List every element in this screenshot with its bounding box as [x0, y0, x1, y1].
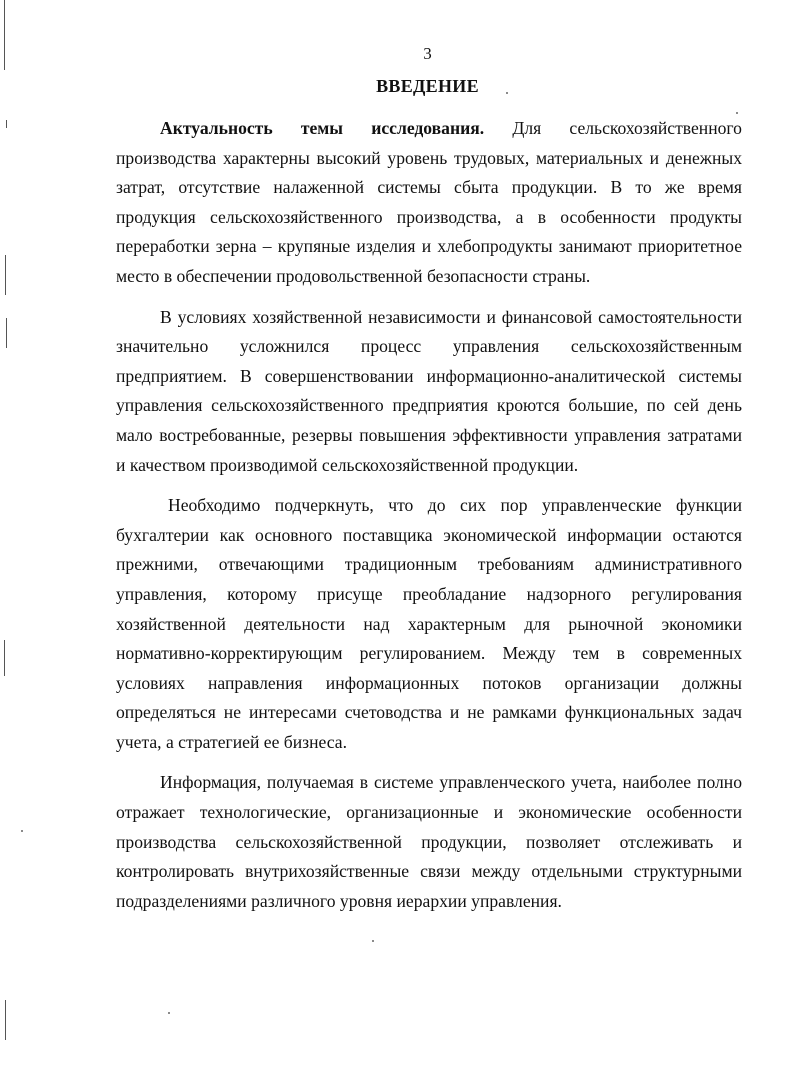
scan-speck — [168, 1012, 170, 1014]
page-number: 3 — [423, 44, 432, 63]
section-heading: ВВЕДЕНИЕ — [376, 76, 479, 96]
scan-speck — [21, 830, 23, 832]
paragraph-relevance — [116, 114, 742, 292]
paragraph-text: Для сельскохозяйственного производства характерны высокий уровень трудовых, материальных и денежных затрат, отсутствие налаженной системы сбыта продукции. В то же время продукция сельскохозяйственного производства, а в особенности продукты переработки зерна – крупяные изделия и хлебопродукты занимают приоритетное место в обеспечении продовольственной безопасности страны. — [116, 118, 742, 286]
scan-speck — [372, 940, 374, 942]
paragraph-management-accounting: Информация, получаемая в системе управленческого учета, наиболее полно отражает технологические, организационные и экономические особенности производства сельскохозяйственной продукции, позволяет отслеживать и контролировать внутрихозяйственные связи между отдельными структурными подразделениями различного уровня иерархии управления. — [116, 772, 742, 911]
scan-edge-artifact — [0, 0, 10, 1092]
body-text — [116, 114, 742, 927]
paragraph-accounting-functions: Необходимо подчеркнуть, что до сих пор управленческие функции бухгалтерии как основного поставщика экономической информации остаются прежними, отвечающими традиционным требованиям административного управления, которому присуще преобладание надзорного регулирования хозяйственной деятельности над характерным для рыночной экономики нормативно-корректирующим регулированием. Между тем в современных условиях направления информационных потоков организации должны определяться не интересами счетоводства и не рамками функциональных задач учета, а стратегией ее бизнеса. — [116, 495, 742, 752]
paragraph-independence: В условиях хозяйственной независимости и финансовой самостоятельности значительно усложнился процесс управления сельскохозяйственным предприятием. В совершенствовании информационно-аналитической системы управления сельскохозяйственного предприятия кроются большие, по сей день мало востребованные, резервы повышения эффективности управления затратами и качеством производимой сельскохозяйственной продукции. — [116, 306, 742, 475]
paragraph-lead: Актуальность темы исследования. — [160, 118, 485, 138]
